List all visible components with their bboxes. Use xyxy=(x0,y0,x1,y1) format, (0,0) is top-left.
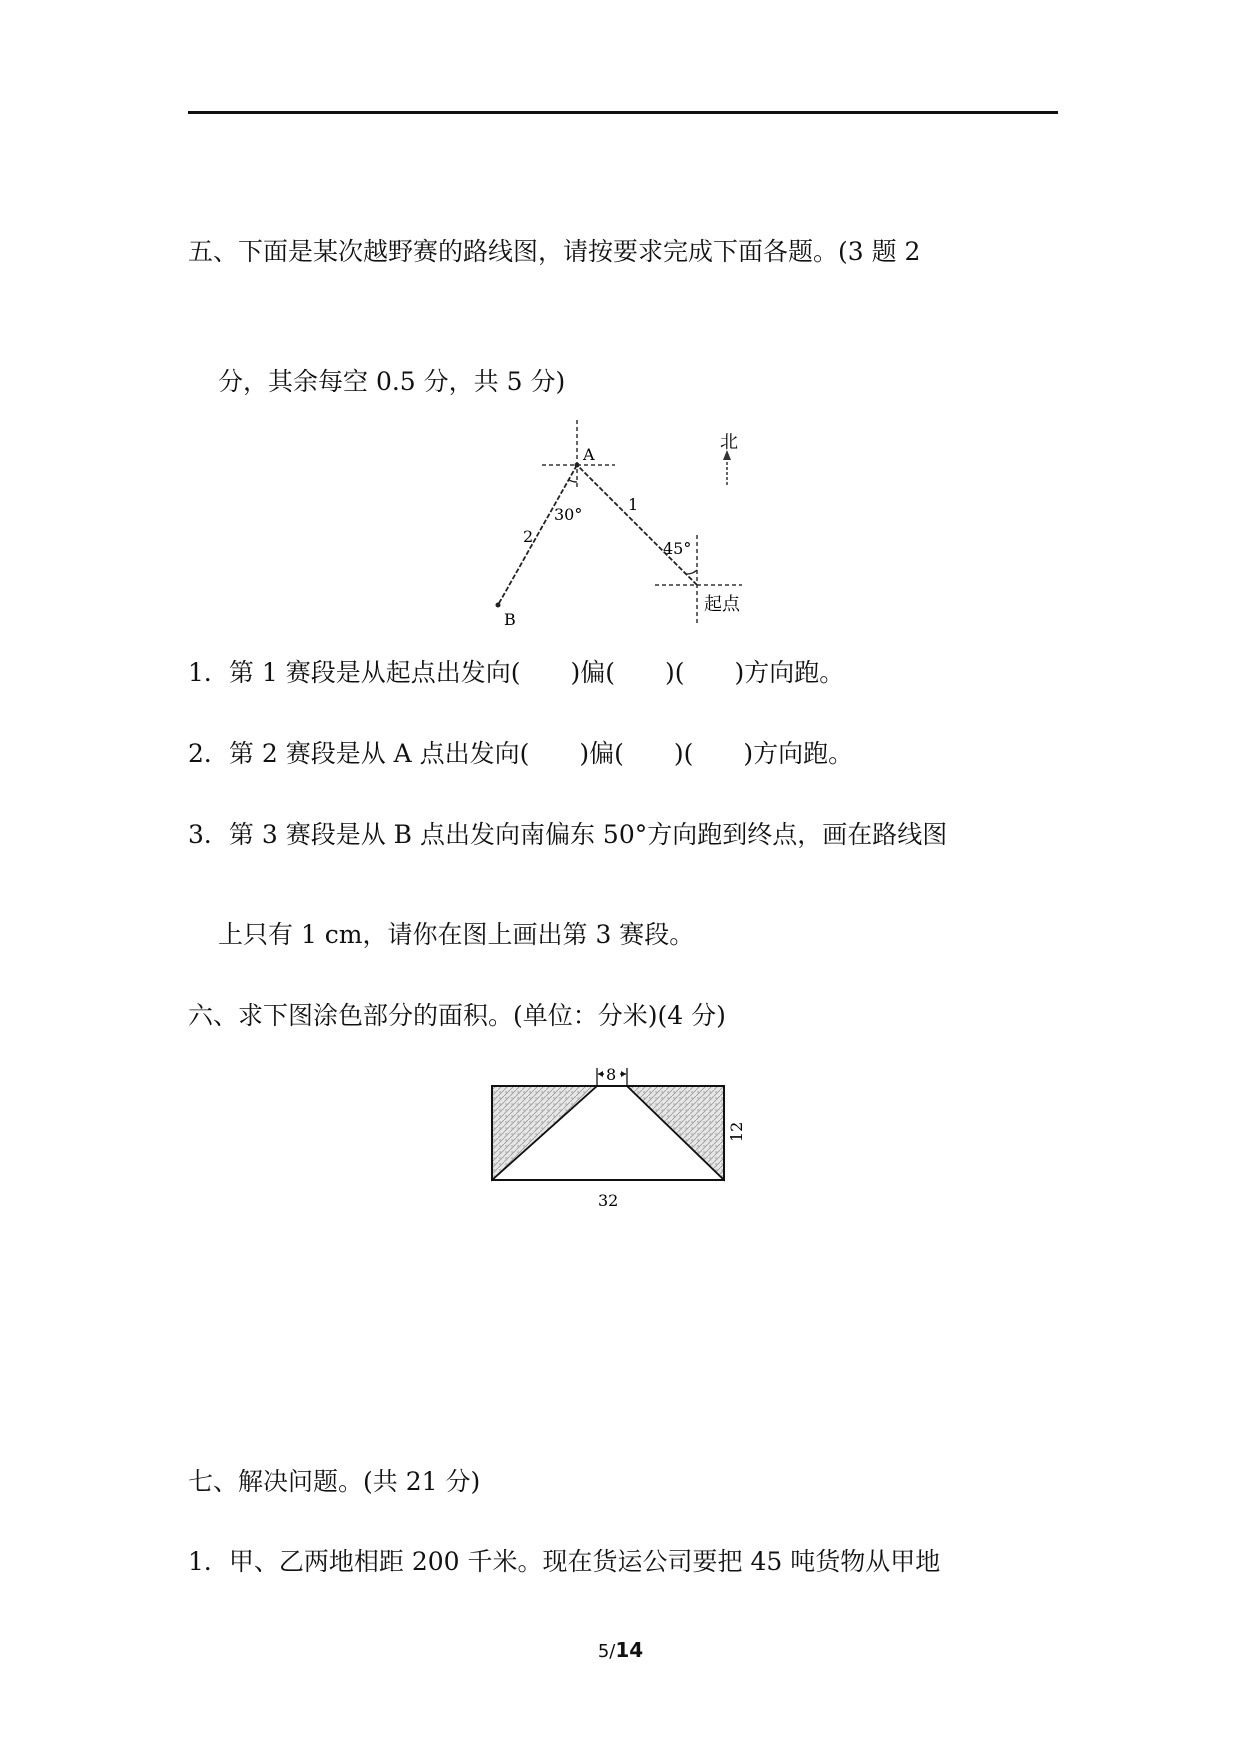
angle-a-label: 30° xyxy=(554,505,583,524)
dim-8-arrow-right-icon xyxy=(621,1071,626,1077)
page-number xyxy=(0,1638,1241,1662)
question-5-3-line1: 3．第 3 赛段是从 B 点出发向南偏东 50°方向跑到终点，画在路线图 xyxy=(188,820,948,849)
section6-heading: 六、求下图涂色部分的面积。(单位：分米)(4 分) xyxy=(188,1001,726,1030)
dim-bottom-label: 32 xyxy=(598,1191,619,1210)
segment-2-label: 2 xyxy=(523,527,534,546)
section7-heading: 七、解决问题。(共 21 分) xyxy=(188,1467,481,1496)
section5-heading-line1: 五、下面是某次越野赛的路线图，请按要求完成下面各题。(3 题 2 xyxy=(188,237,921,266)
segment-1-line xyxy=(577,465,697,585)
question-5-3-line2: 上只有 1 cm，请你在图上画出第 3 赛段。 xyxy=(218,920,695,949)
label-start: 起点 xyxy=(704,594,740,615)
label-a: A xyxy=(583,445,595,464)
question-7-1-line1: 1．甲、乙两地相距 200 千米。现在货运公司要把 45 吨货物从甲地 xyxy=(188,1547,941,1576)
shaded-area-diagram xyxy=(480,1060,760,1210)
angle-start-label: 45° xyxy=(663,539,692,558)
question-5-1: 1．第 1 赛段是从起点出发向( )偏( )( )方向跑。 xyxy=(188,658,845,687)
page-total: 14 xyxy=(615,1638,644,1662)
point-a xyxy=(575,463,580,468)
angle-start-arc xyxy=(686,570,697,574)
header-rule xyxy=(188,111,1058,114)
question-5-2: 2．第 2 赛段是从 A 点出发向( )偏( )( )方向跑。 xyxy=(188,739,854,768)
angle-a-arc xyxy=(569,480,577,482)
north-label: 北 xyxy=(720,432,738,453)
dim-8-arrow-left-icon xyxy=(598,1071,603,1077)
segment-1-label: 1 xyxy=(628,495,639,514)
page-current: 5/ xyxy=(597,1641,616,1662)
dim-top-label: 8 xyxy=(606,1065,617,1084)
point-b xyxy=(496,603,501,608)
dim-height-label: 12 xyxy=(727,1121,746,1142)
route-diagram xyxy=(480,420,780,630)
label-b: B xyxy=(504,610,516,629)
segment-2-line xyxy=(498,465,577,605)
section5-heading-line2: 分，其余每空 0.5 分，共 5 分) xyxy=(218,367,566,396)
